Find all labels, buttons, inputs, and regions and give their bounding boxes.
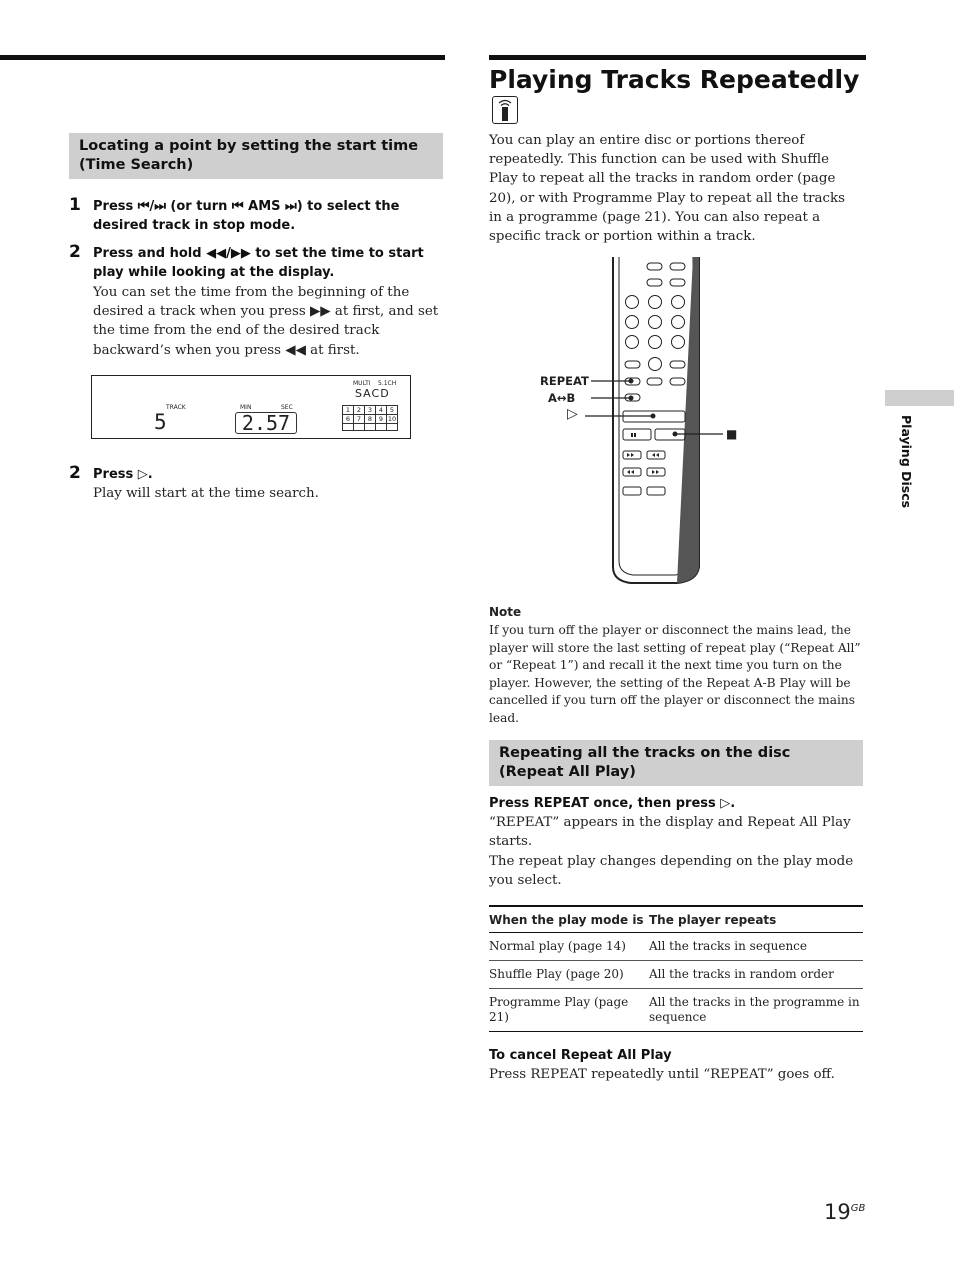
top-rule-right (489, 55, 866, 60)
grid-cell: 4 (376, 406, 387, 415)
display-multi: MULTI (353, 380, 371, 387)
note-text: If you turn off the player or disconnect the mains lead, the player will store the last setting of repeat play (“Repeat All” or “Repeat 1”) and recall it the next time you turn on the player. However, the setting of the Repeat A-B Play will be cancelled if you turn off the player or disconnect the mains lead. (489, 623, 861, 725)
remote-control-icon (492, 96, 518, 124)
repeat-mode-table (489, 905, 863, 1032)
note-title: Note (489, 605, 522, 619)
display-sacd: SACD (355, 387, 390, 400)
remote-icon-glyph (493, 97, 517, 123)
table-header-row (489, 906, 863, 933)
grid-cell: 9 (376, 415, 387, 424)
display-min-label: MIN (240, 404, 252, 411)
page-number (824, 1200, 865, 1224)
time-search-heading: Locating a point by setting the start time (Time Search) (69, 133, 443, 179)
cancel-text: Press REPEAT repeatedly until “REPEAT” goes off. (489, 1067, 835, 1082)
table-cell: Programme Play (page 21) (489, 989, 649, 1032)
grid-cell: 2 (354, 406, 365, 415)
grid-cell: 1 (343, 406, 354, 415)
repeat-all-heading: Repeating all the tracks on the disc (Repeat All Play) (489, 740, 863, 786)
ab-label: A↔B (548, 391, 576, 405)
repeat-para-1: “REPEAT” appears in the display and Repeat All Play starts. (489, 815, 851, 850)
grid-cell: 3 (365, 406, 376, 415)
step-1-number: 1 (69, 195, 81, 215)
grid-row-empty (343, 424, 398, 431)
repeat-label: REPEAT (540, 374, 589, 388)
display-channels: 5.1CH (378, 380, 397, 387)
step-3-body: Play will start at the time search. (93, 486, 319, 501)
top-rule-left (0, 55, 445, 60)
table-cell: Shuffle Play (page 20) (489, 961, 649, 989)
table-cell: Normal play (page 14) (489, 933, 649, 961)
grid-cell: 6 (343, 415, 354, 424)
lcd-display (91, 375, 411, 439)
page-title: Playing Tracks Repeatedly (489, 65, 860, 94)
display-track-label: TRACK (166, 404, 186, 411)
grid-cell-empty (376, 424, 387, 431)
grid-row-middle (343, 415, 398, 424)
step-3-number: 2 (69, 463, 81, 483)
table-cell: All the tracks in the programme in sequence (649, 989, 863, 1032)
intro-paragraph: You can play an entire disc or portions thereof repeatedly. This function can be used with Shuffle Play to repeat all the tracks in random order (page 20), or with Programme Play to repeat all the tracks in a programme (page 21). You can also repeat a specific track or portion within a track. (489, 133, 845, 245)
side-tab-label: Playing Discs (899, 415, 914, 509)
play-label: ▷ (567, 406, 578, 422)
step-2-body: You can set the time from the beginning of the desired a track when you press ▶▶ at first, and set the time from the end of the desired track backward’s when you press ◀◀ at first. (93, 285, 439, 358)
grid-cell-empty (365, 424, 376, 431)
grid-cell: 5 (387, 406, 398, 415)
step-2-text: Press and hold ◀◀/▶▶ to set the time to start play while looking at the display. (93, 246, 424, 280)
table-cell: All the tracks in random order (649, 961, 863, 989)
table-header: When the play mode is (489, 906, 649, 933)
page-number-value: 19 (824, 1200, 851, 1224)
grid-cell: 7 (354, 415, 365, 424)
table-row (489, 989, 863, 1032)
table-header: The player repeats (649, 906, 863, 933)
display-track-grid (342, 405, 398, 431)
display-track-value: 5 (154, 410, 167, 434)
grid-cell-empty (387, 424, 398, 431)
step-3-text: Press ▷. (93, 467, 153, 482)
display-time-value: 2.57 (235, 412, 297, 434)
stop-label: ■ (726, 427, 738, 441)
side-tab (885, 390, 954, 406)
table-row (489, 933, 863, 961)
table-row (489, 961, 863, 989)
step-2-number: 2 (69, 242, 81, 262)
table-cell: All the tracks in sequence (649, 933, 863, 961)
repeat-para-2: The repeat play changes depending on the play mode you select. (489, 854, 854, 889)
step-1-text: Press ⏮/⏭ (or turn ⏮ AMS ⏭) to select the desired track in stop mode. (93, 199, 400, 233)
grid-row-top (343, 406, 398, 415)
page-number-suffix: GB (850, 1203, 866, 1214)
grid-cell: 8 (365, 415, 376, 424)
repeat-instruction: Press REPEAT once, then press ▷. (489, 796, 736, 811)
cancel-title: To cancel Repeat All Play (489, 1048, 672, 1063)
grid-cell-empty (343, 424, 354, 431)
grid-cell: 10 (387, 415, 397, 423)
grid-cell-empty (354, 424, 365, 431)
display-sec-label: SEC (281, 404, 293, 411)
